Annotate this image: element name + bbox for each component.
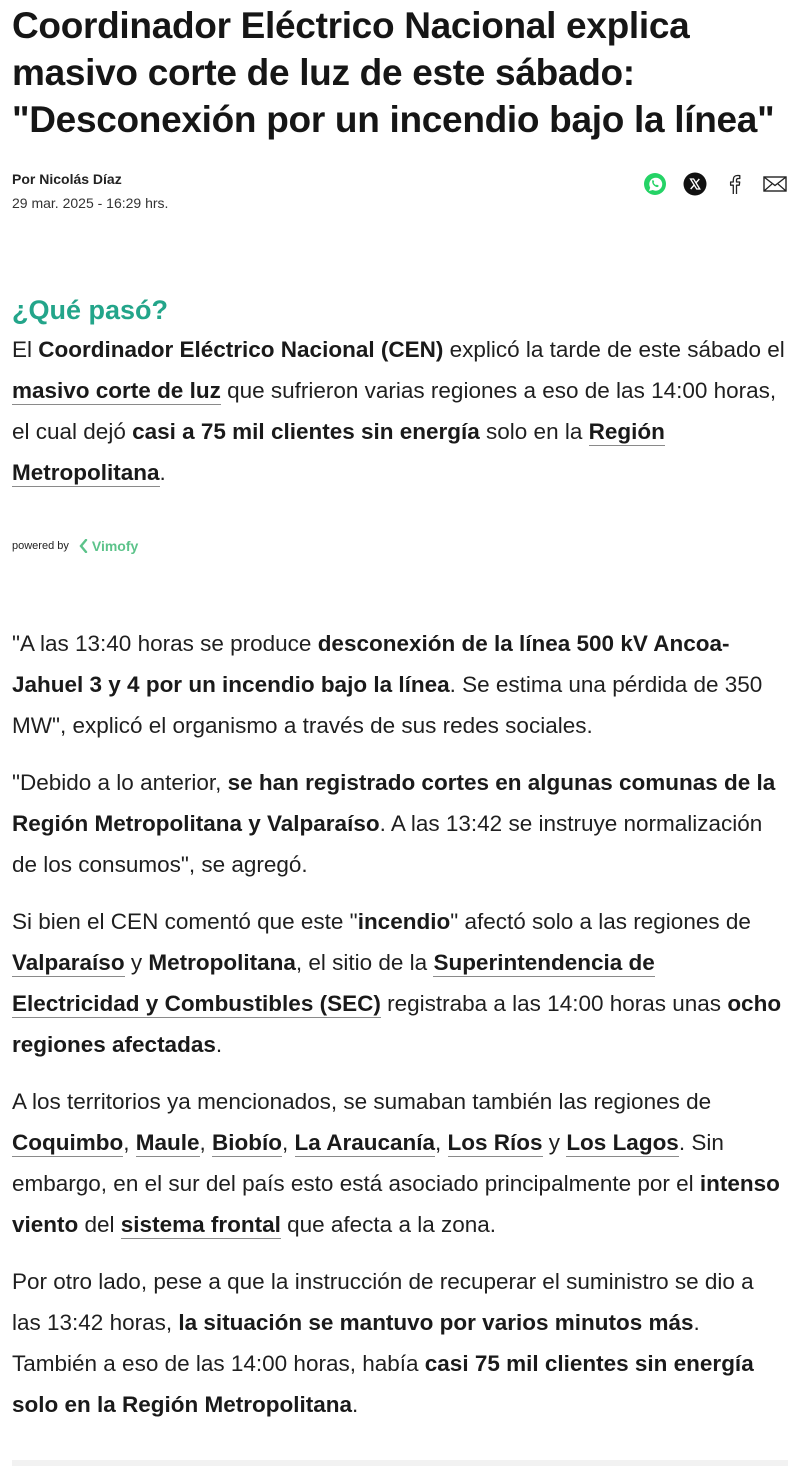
- whatsapp-icon[interactable]: [642, 171, 668, 197]
- publish-date: 29 mar. 2025 - 16:29 hrs.: [12, 195, 169, 211]
- byline: [12, 169, 788, 217]
- paragraph-4: Si bien el CEN comentó que este "incendio" afectó solo a las regiones de Valparaíso y Metropolitana, el sitio de la Superintendencia de Electricidad y Combustibles (SEC) registraba a las 14:00 horas unas ocho regiones afectadas.: [12, 909, 782, 1057]
- link-los-rios[interactable]: Los Ríos: [447, 1130, 543, 1155]
- link-sec[interactable]: Superintendencia de Electricidad y Combustibles (SEC): [12, 950, 655, 1016]
- x-icon[interactable]: [682, 171, 708, 197]
- link-masivo-corte-de-luz[interactable]: masivo corte de luz: [12, 378, 221, 403]
- link-region-metropolitana[interactable]: Región Metropolitana: [12, 419, 665, 485]
- link-maule[interactable]: Maule: [135, 1130, 200, 1155]
- vimofy-brand: Vimofy: [91, 538, 139, 554]
- link-los-lagos[interactable]: Los Lagos: [566, 1130, 679, 1155]
- link-valparaiso[interactable]: Valparaíso: [12, 950, 125, 975]
- paragraph-6: Por otro lado, pese a que la instrucción de recuperar el suministro se dio a las 13:42 horas, la situación se mantuvo por varios minutos más. También a eso de las 14:00 horas, había casi 75 mil clientes sin energía solo en la Región Metropolitana.: [12, 1269, 754, 1417]
- paragraph-2: "A las 13:40 horas se produce desconexión de la línea 500 kV Ancoa-Jahuel 3 y 4 por un incendio bajo la línea. Se estima una pérdida de 350 MW", explicó el organismo a través de sus redes sociales.: [12, 631, 763, 738]
- paragraph-3: "Debido a lo anterior, se han registrado cortes en algunas comunas de la Región Metropolitana y Valparaíso. A las 13:42 se instruye normalización de los consumos", se agregó.: [12, 770, 776, 877]
- paragraph-5: A los territorios ya mencionados, se sumaban también las regiones de Coquimbo, Maule, Biobío, La Araucanía, Los Ríos y Los Lagos. Sin embargo, en el sur del país esto está asociado principalmente por el intenso viento del sistema frontal que afecta a la zona.: [12, 1089, 780, 1237]
- powered-by-label: powered by: [12, 540, 69, 552]
- link-la-araucania[interactable]: La Araucanía: [294, 1130, 436, 1155]
- video-widget-branding[interactable]: [12, 531, 788, 561]
- mail-icon[interactable]: [762, 171, 788, 197]
- facebook-icon[interactable]: [722, 171, 748, 197]
- link-biobio[interactable]: Biobío: [212, 1130, 283, 1155]
- content-divider: [12, 1460, 788, 1466]
- link-sistema-frontal[interactable]: sistema frontal: [120, 1212, 281, 1237]
- vimofy-chevron-icon: [79, 539, 89, 553]
- section-heading: ¿Qué pasó?: [12, 295, 169, 325]
- paragraph-1: El Coordinador Eléctrico Nacional (CEN) explicó la tarde de este sábado el masivo corte de luz que sufrieron varias regiones a eso de las 14:00 horas, el cual dejó casi a 75 mil clientes sin energía solo en la Región Metropolitana.: [12, 337, 785, 485]
- vimofy-logo: [79, 538, 138, 554]
- share-bar: [642, 171, 788, 197]
- article-title: Coordinador Eléctrico Nacional explica masivo corte de luz de este sábado: "Desconexión por un incendio bajo la línea": [12, 5, 775, 140]
- link-coquimbo[interactable]: Coquimbo: [12, 1130, 124, 1155]
- author[interactable]: Por Nicolás Díaz: [12, 171, 122, 187]
